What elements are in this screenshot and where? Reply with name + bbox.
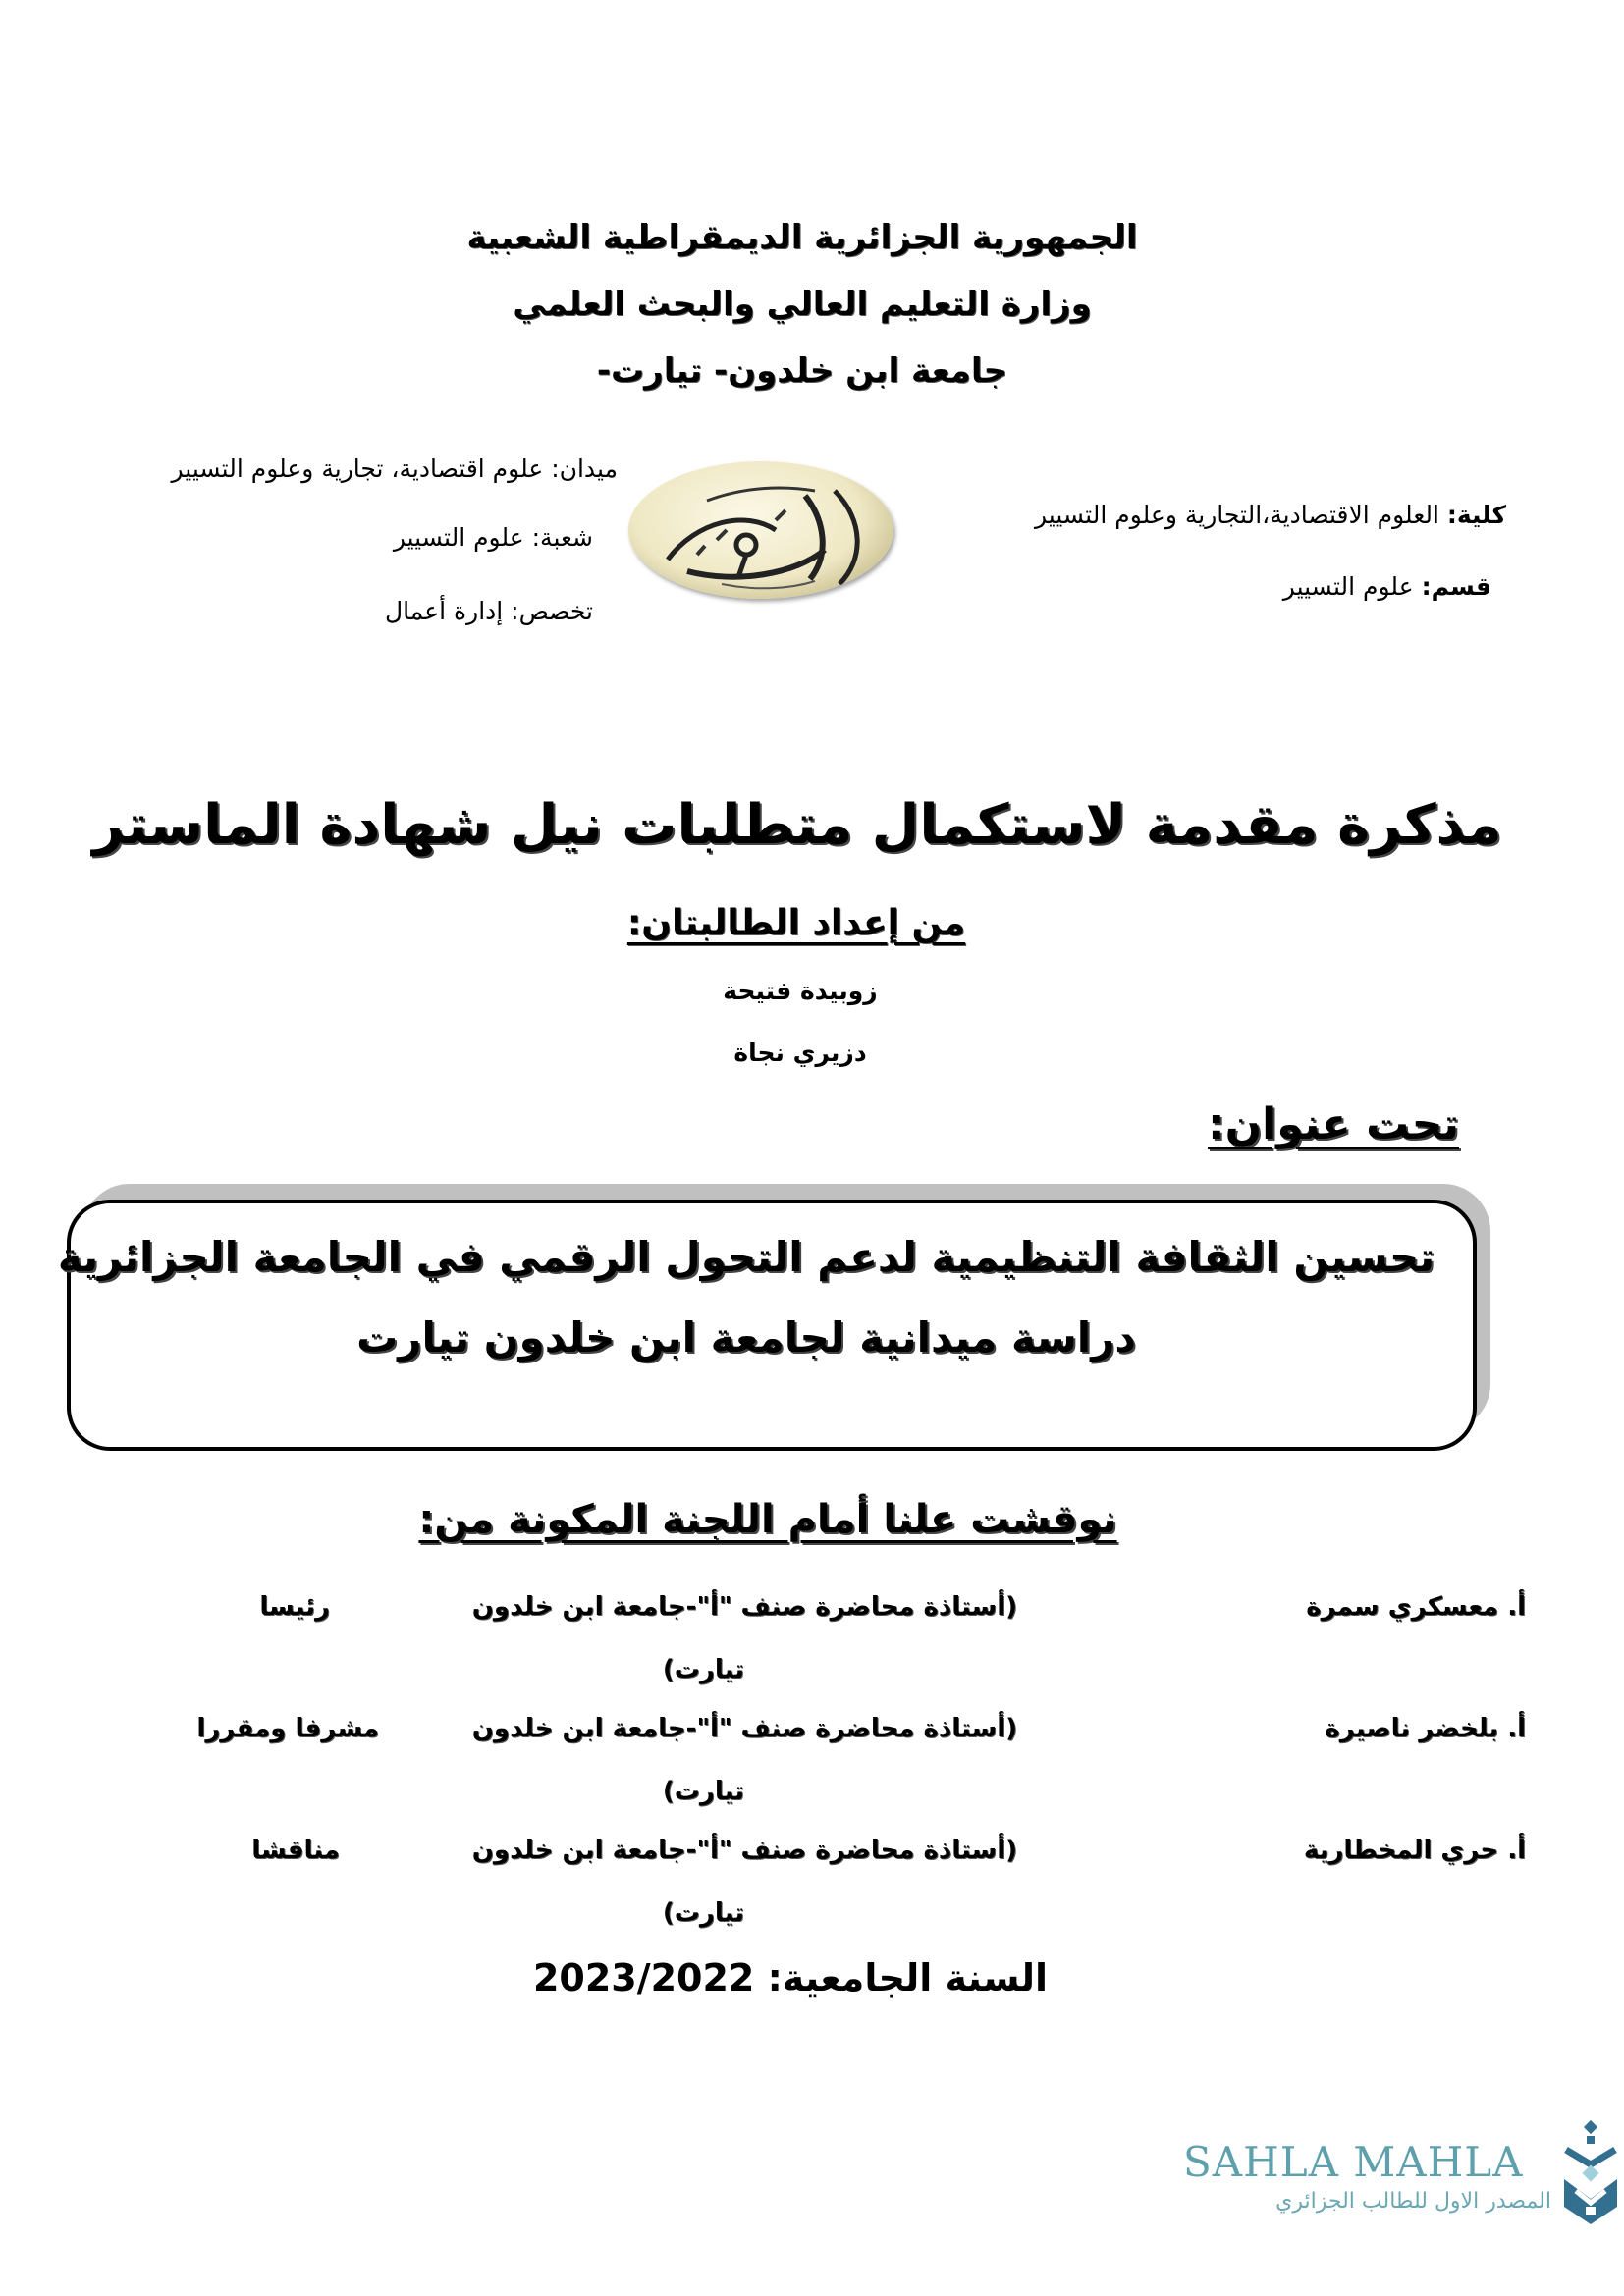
- member-1-name: أ. معسكري سمرة: [1306, 1592, 1526, 1622]
- thesis-title-frame: [57, 1200, 1477, 1451]
- brand-name: SAHLA MAHLA: [1183, 2138, 1524, 2186]
- member-2-title: (أستاذة محاضرة صنف "أ"-جامعة ابن خلدون: [471, 1714, 1017, 1743]
- faculty-value: العلوم الاقتصادية،التجارية وعلوم التسيير: [1035, 501, 1447, 529]
- thesis-title-line-1: تحسين الثقافة التنظيمية لدعم التحول الرقمي في الجامعة الجزائرية: [57, 1233, 1435, 1281]
- member-3-city: تيارت): [662, 1898, 744, 1928]
- member-1-title: (أستاذة محاضرة صنف "أ"-جامعة ابن خلدون: [471, 1592, 1017, 1622]
- university-logo: [628, 461, 893, 599]
- faculty-label: كلية:: [1446, 501, 1506, 529]
- brand-tagline: المصدر الاول للطالب الجزائري: [1275, 2189, 1551, 2214]
- branch-info: شعبة: علوم التسيير: [393, 523, 593, 552]
- prepared-by-heading: من إعداد الطالبتان:: [626, 903, 966, 943]
- sahla-mahla-brand[interactable]: [1173, 2120, 1615, 2238]
- member-3-name: أ. حري المخطارية: [1303, 1836, 1526, 1865]
- under-title-label: تحت عنوان:: [1208, 1099, 1459, 1149]
- department-info: [1283, 572, 1491, 601]
- university-calligraphy-seal-icon: [628, 461, 893, 599]
- member-3-title: (أستاذة محاضرة صنف "أ"-جامعة ابن خلدون: [471, 1836, 1017, 1865]
- sahla-mahla-logo-icon: [1556, 2120, 1624, 2228]
- department-label: قسم:: [1421, 572, 1491, 601]
- member-2-name: أ. بلخضر ناصيرة: [1325, 1714, 1526, 1743]
- member-1-city: تيارت): [662, 1655, 744, 1684]
- memoir-title: مذكرة مقدمة لاستكمال متطلبات نيل شهادة الماستر: [92, 793, 1502, 857]
- thesis-title-line-2: دراسة ميدانية لجامعة ابن خلدون تيارت: [356, 1313, 1136, 1362]
- member-2-role: مشرفا ومقررا: [196, 1714, 379, 1743]
- member-1-role: رئيسا: [259, 1592, 330, 1622]
- department-value: علوم التسيير: [1282, 572, 1422, 601]
- member-2-city: تيارت): [662, 1777, 744, 1806]
- committee-heading: نوقشت علنا أمام اللجنة المكونة من:: [418, 1497, 1117, 1542]
- field-info: ميدان: علوم اقتصادية، تجارية وعلوم التسيير: [171, 454, 618, 483]
- student-name-1: زوبيدة فتيحة: [723, 977, 878, 1005]
- ministry-name: وزارة التعليم العالي والبحث العلمي: [513, 285, 1092, 324]
- country-name: الجمهورية الجزائرية الديمقراطية الشعبية: [466, 218, 1138, 257]
- faculty-info: [1035, 501, 1506, 529]
- academic-year: السنة الجامعية: 2023/2022: [532, 1956, 1049, 2000]
- student-name-2: دزيري نجاة: [733, 1039, 867, 1067]
- member-3-role: مناقشا: [251, 1836, 340, 1865]
- specialty-info: تخصص: إدارة أعمال: [384, 597, 593, 625]
- university-name: جامعة ابن خلدون- تيارت-: [596, 351, 1008, 391]
